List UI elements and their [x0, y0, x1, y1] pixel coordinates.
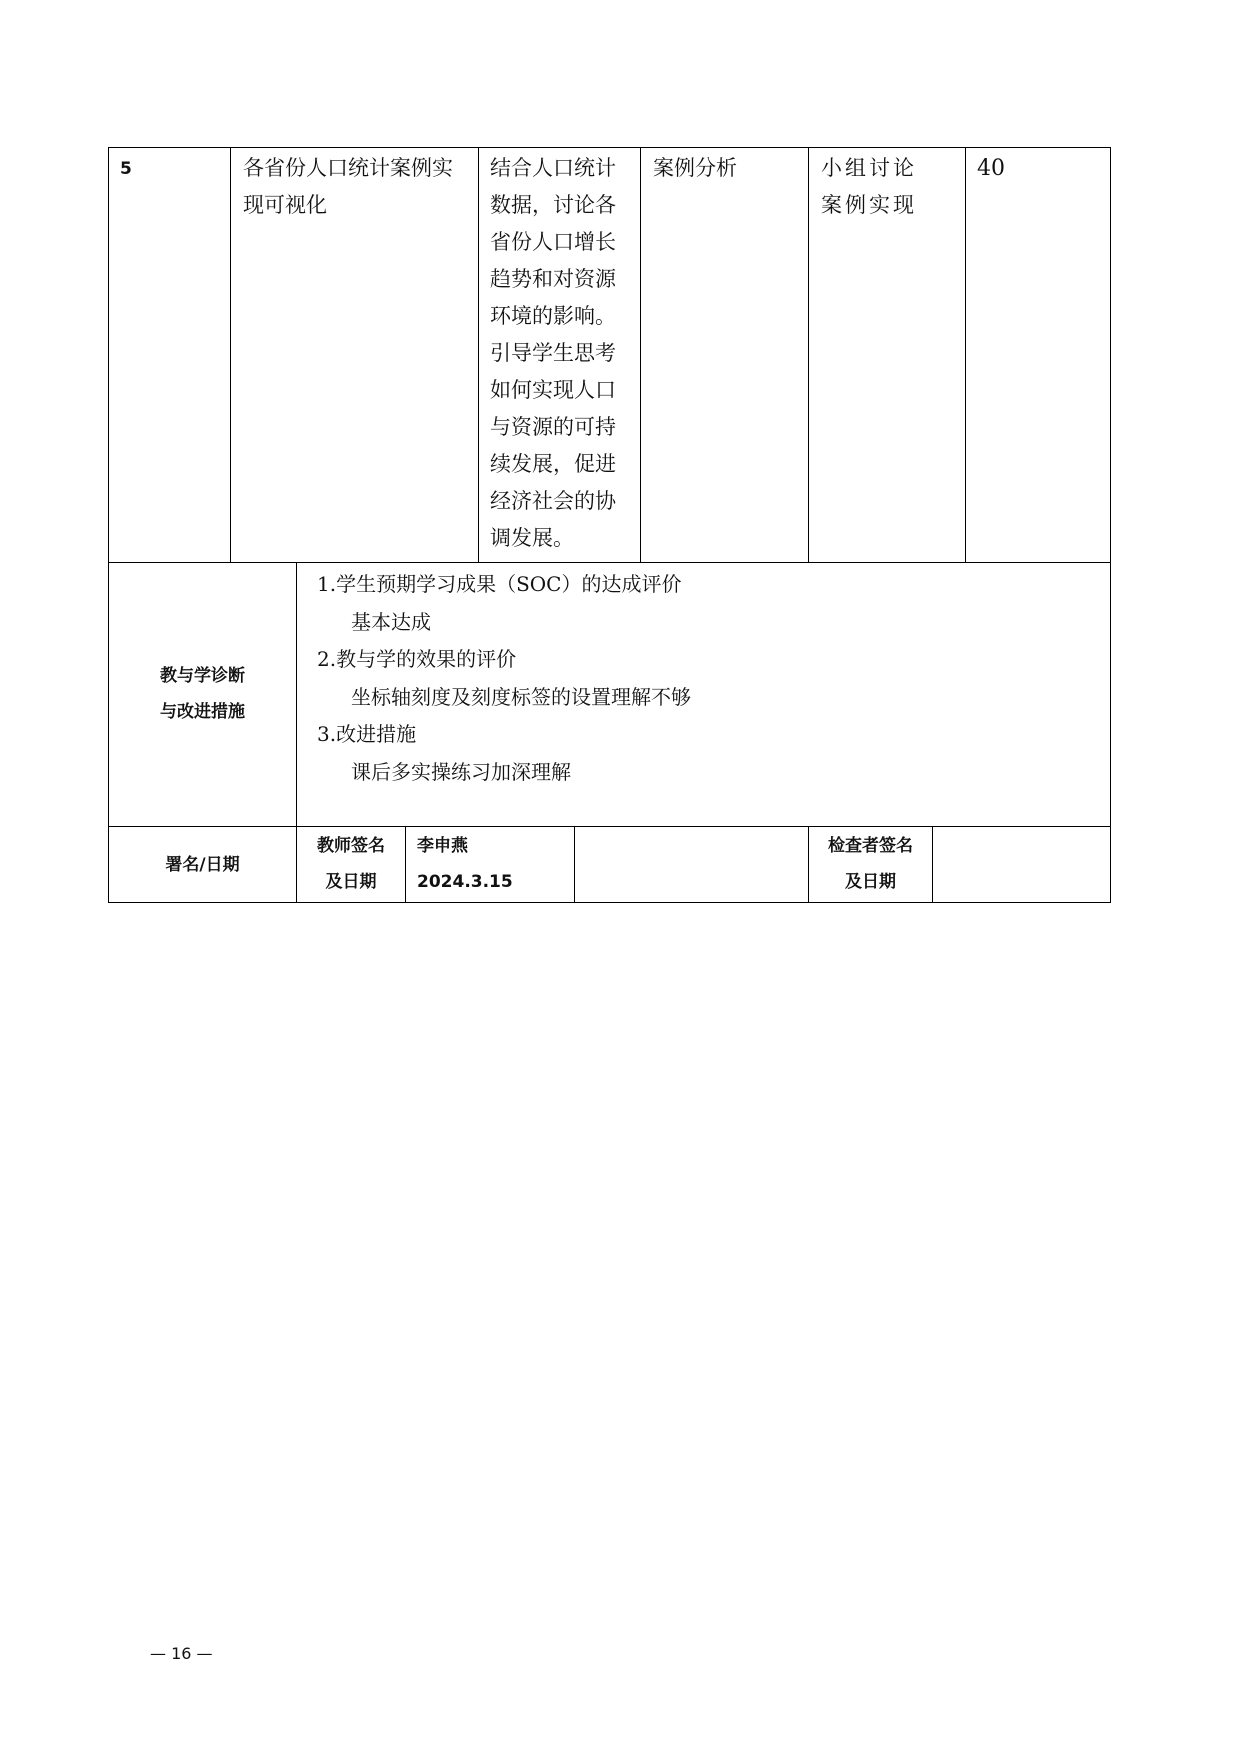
- teacher-date: 2024.3.15: [417, 872, 513, 892]
- signature-label: 署名/日期: [165, 855, 240, 875]
- teacher-signature-value: [417, 828, 567, 900]
- teacher-name: 李申燕: [417, 836, 468, 856]
- teacher-signature-label-line1: 教师签名: [317, 836, 385, 856]
- column-divider: [478, 147, 479, 563]
- diagnosis-item-heading: 2.教与学的效果的评价: [317, 647, 517, 671]
- method-cell: 案例分析: [653, 156, 737, 180]
- table-border-bottom: [108, 902, 1111, 903]
- column-divider: [965, 147, 966, 563]
- teacher-signature-label-line2: 及日期: [325, 872, 377, 892]
- content-cell: 各省份人口统计案例实现可视化: [243, 156, 453, 217]
- table-border-left: [108, 147, 109, 903]
- diagnosis-label: [109, 658, 296, 730]
- teacher-signature-label: [297, 828, 405, 900]
- diagnosis-item-body: 课后多实操练习加深理解: [351, 759, 571, 784]
- checker-signature-value: [933, 827, 1110, 902]
- minutes-cell: 40: [977, 156, 1005, 181]
- diagnosis-label-line2: 与改进措施: [160, 702, 245, 722]
- column-divider: [640, 147, 641, 563]
- diagnosis-item-body: 坐标轴刻度及刻度标签的设置理解不够: [351, 684, 691, 709]
- diagnosis-item-heading: 3.改进措施: [317, 722, 417, 746]
- table-border-right: [1110, 147, 1111, 903]
- table-border-top: [108, 147, 1111, 148]
- goal-cell: 结合人口统计数据，讨论各省份人口增长趋势和对资源环境的影响。引导学生思考如何实现人口与资源的可持续发展，促进经济社会的协调发展。: [490, 156, 616, 550]
- page-number: — 16 —: [150, 1644, 213, 1663]
- row-index: 5: [120, 159, 132, 179]
- diagnosis-label-line1: 教与学诊断: [160, 666, 245, 686]
- signature-blank-cell: [575, 827, 808, 902]
- checker-signature-label-line1: 检查者签名: [828, 836, 913, 856]
- checker-signature-label-line2: 及日期: [845, 872, 896, 892]
- row-divider: [108, 562, 1111, 563]
- diagnosis-item-body: 基本达成: [351, 609, 431, 634]
- activity-cell: 小组讨论案例实现: [821, 156, 917, 217]
- column-divider: [808, 147, 809, 563]
- diagnosis-content: [317, 566, 1097, 791]
- checker-signature-label: [809, 828, 932, 900]
- diagnosis-item-heading: 1.学生预期学习成果（SOC）的达成评价: [317, 572, 682, 596]
- column-divider: [230, 147, 231, 563]
- column-divider: [405, 826, 406, 903]
